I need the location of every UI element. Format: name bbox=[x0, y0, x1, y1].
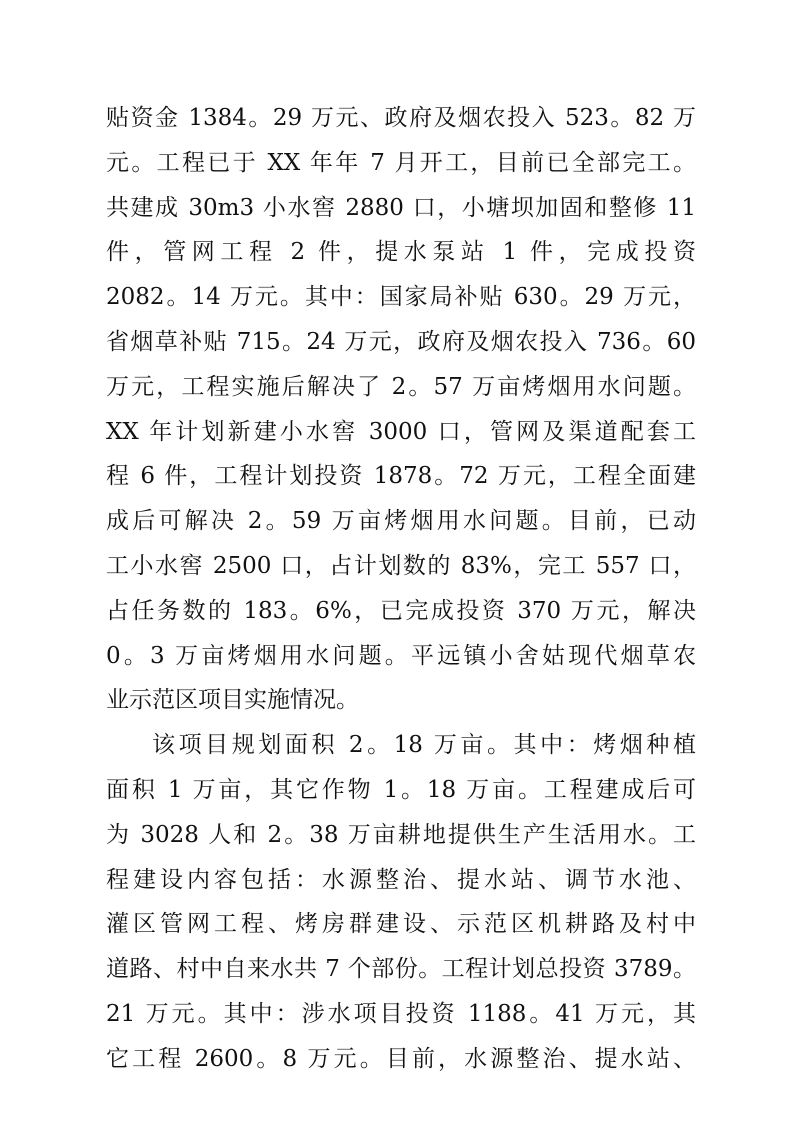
text-line: 占任务数的 183。6%，已完成投资 370 万元，解决 bbox=[106, 597, 696, 624]
text-line: 程 6 件，工程计划投资 1878。72 万元，工程全面建 bbox=[106, 463, 696, 490]
text-line: 2082。14 万元。其中：国家局补贴 630。29 万元， bbox=[106, 284, 696, 311]
text-line: 道路、村中自来水共 7 个部份。工程计划总投资 3789。 bbox=[106, 956, 696, 983]
text-line: 元。工程已于 XX 年年 7 月开工，目前已全部完工。 bbox=[106, 149, 696, 176]
text-line: 程建设内容包括：水源整治、提水站、调节水池、 bbox=[106, 866, 696, 893]
text-line: 该项目规划面积 2。18 万亩。其中：烤烟种植 bbox=[152, 732, 696, 759]
document-body bbox=[106, 96, 696, 1082]
text-line: 万元，工程实施后解决了 2。57 万亩烤烟用水问题。 bbox=[106, 373, 696, 400]
paragraph-1 bbox=[106, 96, 696, 723]
text-line: XX 年计划新建小水窖 3000 口，管网及渠道配套工 bbox=[106, 418, 696, 445]
text-line: 省烟草补贴 715。24 万元，政府及烟农投入 736。60 bbox=[106, 328, 696, 355]
text-line: 0。3 万亩烤烟用水问题。平远镇小舍姑现代烟草农 bbox=[106, 642, 696, 669]
text-line: 21 万元。其中：涉水项目投资 1188。41 万元，其 bbox=[106, 1000, 696, 1027]
text-line: 灌区管网工程、烤房群建设、示范区机耕路及村中 bbox=[106, 911, 696, 938]
paragraph-2 bbox=[106, 723, 696, 1081]
text-line: 件，管网工程 2 件，提水泵站 1 件，完成投资 bbox=[106, 239, 696, 266]
text-line: 面积 1 万亩，其它作物 1。18 万亩。工程建成后可 bbox=[106, 776, 696, 803]
text-line: 业示范区项目实施情况。 bbox=[106, 687, 359, 714]
text-line: 贴资金 1384。29 万元、政府及烟农投入 523。82 万 bbox=[106, 105, 696, 131]
text-line: 为 3028 人和 2。38 万亩耕地提供生产生活用水。工 bbox=[106, 821, 696, 848]
text-line: 它工程 2600。8 万元。目前，水源整治、提水站、 bbox=[106, 1045, 696, 1072]
text-line: 成后可解决 2。59 万亩烤烟用水问题。目前，已动 bbox=[106, 508, 696, 535]
text-line: 工小水窖 2500 口，占计划数的 83%，完工 557 口， bbox=[106, 552, 697, 579]
text-line: 共建成 30m3 小水窖 2880 口，小塘坝加固和整修 11 bbox=[106, 194, 696, 221]
